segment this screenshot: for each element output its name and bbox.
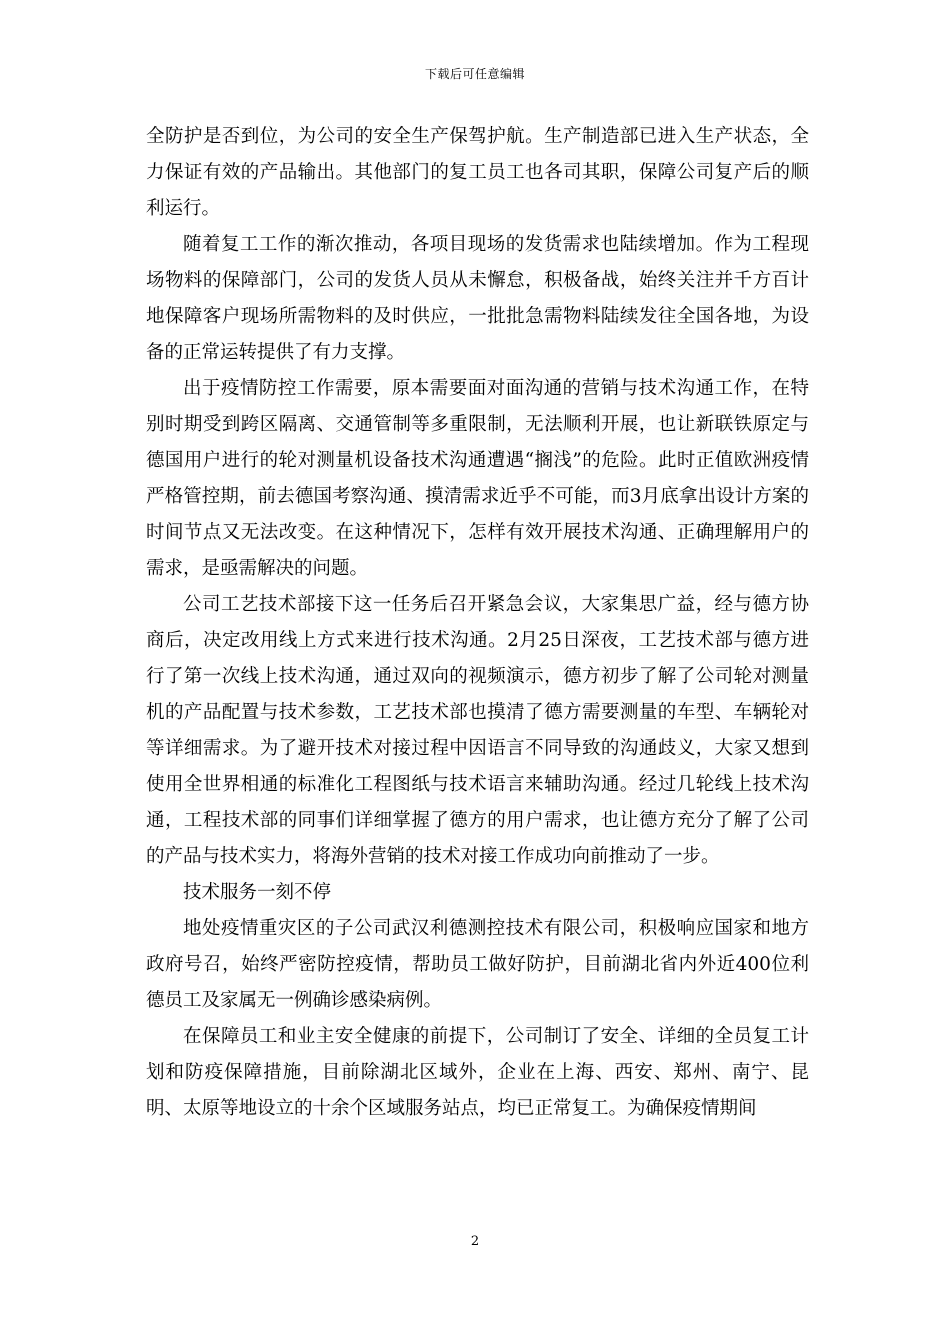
- section-heading: 技术服务一刻不停: [183, 882, 332, 903]
- page-header: 下载后可任意编辑: [424, 67, 525, 81]
- paragraph-3: 出于疫情防控工作需要，原本需要面对面沟通的营销与技术沟通工作，在特别时期受到跨区隔离、交通管制等多重限制，无法顺利开展，也让新联铁原定与德国用户进行的轮对测量机设备技术沟通遭遇“搁浅”的危险。此时正值欧洲疫情严格管控期，前去德国考察沟通、摸清需求近乎不可能，而3月底拿出设计方案的时间节点又无法改变。在这种情况下，怎样有效开展技术沟通、正确理解用户的需求，是亟需解决的问题。: [146, 378, 809, 579]
- paragraph-2: 随着复工工作的渐次推动，各项目现场的发货需求也陆续增加。作为工程现场物料的保障部门，公司的发货人员从未懈怠，积极备战，始终关注并千方百计地保障客户现场所需物料的及时供应，一批批急需物料陆续发往全国各地，为设备的正常运转提供了有力支撑。: [146, 234, 809, 363]
- paragraph-5: 地处疫情重灾区的子公司武汉利德测控技术有限公司，积极响应国家和地方政府号召，始终严密防控疫情，帮助员工做好防护，目前湖北省内外近400位利德员工及家属无一例确诊感染病例。: [146, 918, 809, 1011]
- page-number: 2: [470, 1234, 480, 1249]
- paragraph-6: 在保障员工和业主安全健康的前提下，公司制订了安全、详细的全员复工计划和防疫保障措施，目前除湖北区域外，企业在上海、西安、郑州、南宁、昆明、太原等地设立的十余个区域服务站点，均已正常复工。为确保疫情期间: [146, 1026, 809, 1119]
- document-body: [146, 119, 809, 1127]
- paragraph-4: 公司工艺技术部接下这一任务后召开紧急会议，大家集思广益，经与德方协商后，决定改用线上方式来进行技术沟通。2月25日深夜，工艺技术部与德方进行了第一次线上技术沟通，通过双向的视频演示，德方初步了解了公司轮对测量机的产品配置与技术参数，工艺技术部也摸清了德方需要测量的车型、车辆轮对等详细需求。为了避开技术对接过程中因语言不同导致的沟通歧义，大家又想到使用全世界相通的标准化工程图纸与技术语言来辅助沟通。经过几轮线上技术沟通，工程技术部的同事们详细掌握了德方的用户需求，也让德方充分了解了公司的产品与技术实力，将海外营销的技术对接工作成功向前推动了一步。: [146, 594, 809, 867]
- paragraph-1: 全防护是否到位，为公司的安全生产保驾护航。生产制造部已进入生产状态，全力保证有效的产品输出。其他部门的复工员工也各司其职，保障公司复产后的顺利运行。: [146, 126, 809, 219]
